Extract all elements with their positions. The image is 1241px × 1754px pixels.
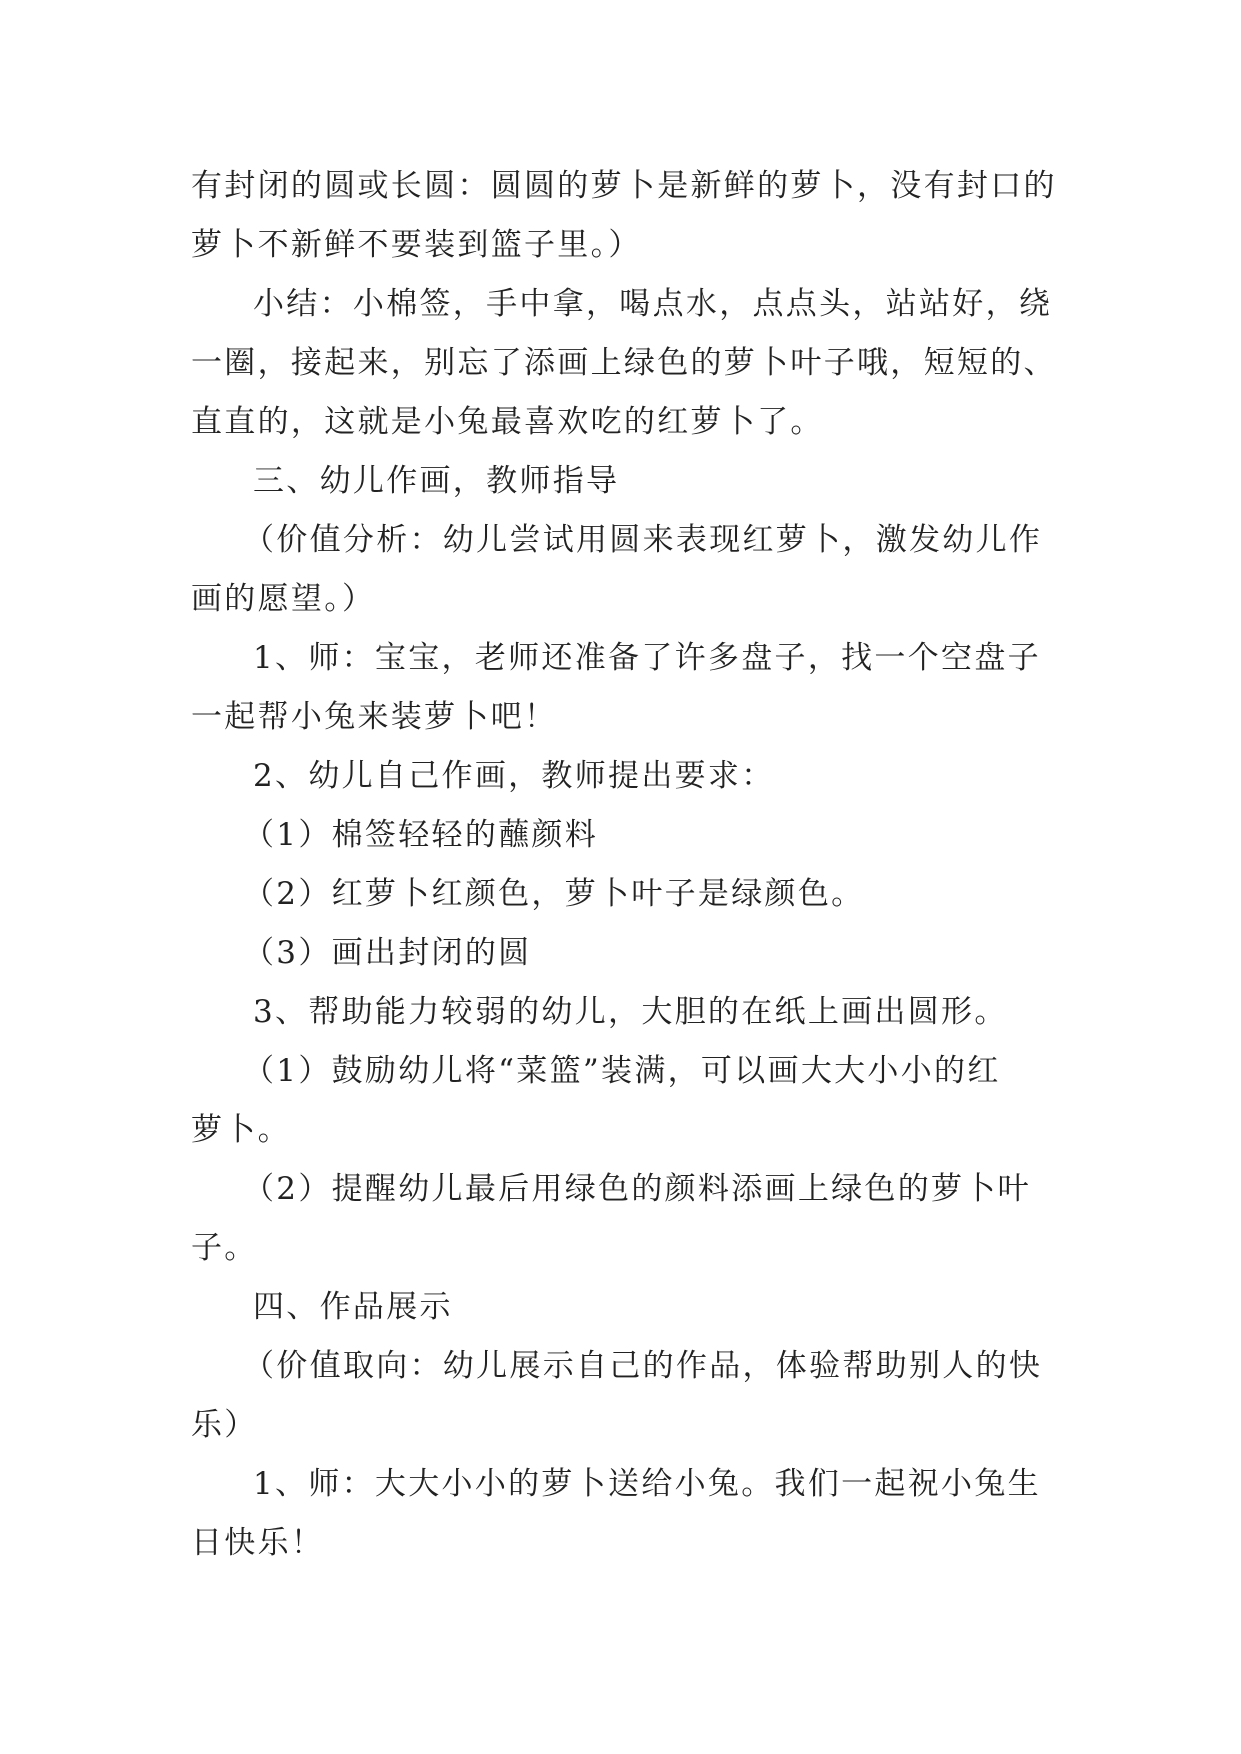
sub-list-item: （1）棉签轻轻的蘸颜料 [243,817,599,853]
text-line: 有封闭的圆或长圆：圆圆的萝卜是新鲜的萝卜，没有封口的 [191,168,1057,204]
text-line: 一起帮小兔来装萝卜吧！ [191,699,558,735]
text-line: （价值分析：幼儿尝试用圆来表现红萝卜，激发幼儿作 [243,522,1043,558]
text-line: 萝卜不新鲜不要装到篮子里。） [191,227,642,263]
sub-list-item: （2）红萝卜红颜色，萝卜叶子是绿颜色。 [243,876,865,912]
text-line: 画的愿望。） [191,581,376,617]
text-line: 小结：小棉签，手中拿，喝点水，点点头，站站好，绕 [253,286,1053,322]
list-item: 2、幼儿自己作画，教师提出要求： [253,758,775,794]
text-line: 乐） [191,1407,258,1443]
text-line: 一圈，接起来，别忘了添画上绿色的萝卜叶子哦，短短的、 [191,345,1057,381]
list-item: 1、师：宝宝，老师还准备了许多盘子，找一个空盘子 [253,640,1041,676]
text-line: 日快乐！ [191,1525,325,1561]
section-heading: 三、幼儿作画，教师指导 [253,463,620,499]
text-line: 直直的，这就是小兔最喜欢吃的红萝卜了。 [191,404,824,440]
text-line: （价值取向：幼儿展示自己的作品，体验帮助别人的快 [243,1348,1043,1384]
list-item: 3、帮助能力较弱的幼儿，大胆的在纸上画出圆形。 [253,994,1008,1030]
document-body [191,157,1071,1573]
section-heading: 四、作品展示 [253,1289,453,1325]
text-line: 子。 [191,1230,258,1266]
sub-list-item: （3）画出封闭的圆 [243,935,532,971]
sub-list-item: （2）提醒幼儿最后用绿色的颜料添画上绿色的萝卜叶 [243,1171,1031,1207]
sub-list-item: （1）鼓励幼儿将“菜篮”装满，可以画大大小小的红 [243,1053,1001,1089]
text-line: 萝卜。 [191,1112,291,1148]
list-item: 1、师：大大小小的萝卜送给小兔。我们一起祝小兔生 [253,1466,1041,1502]
